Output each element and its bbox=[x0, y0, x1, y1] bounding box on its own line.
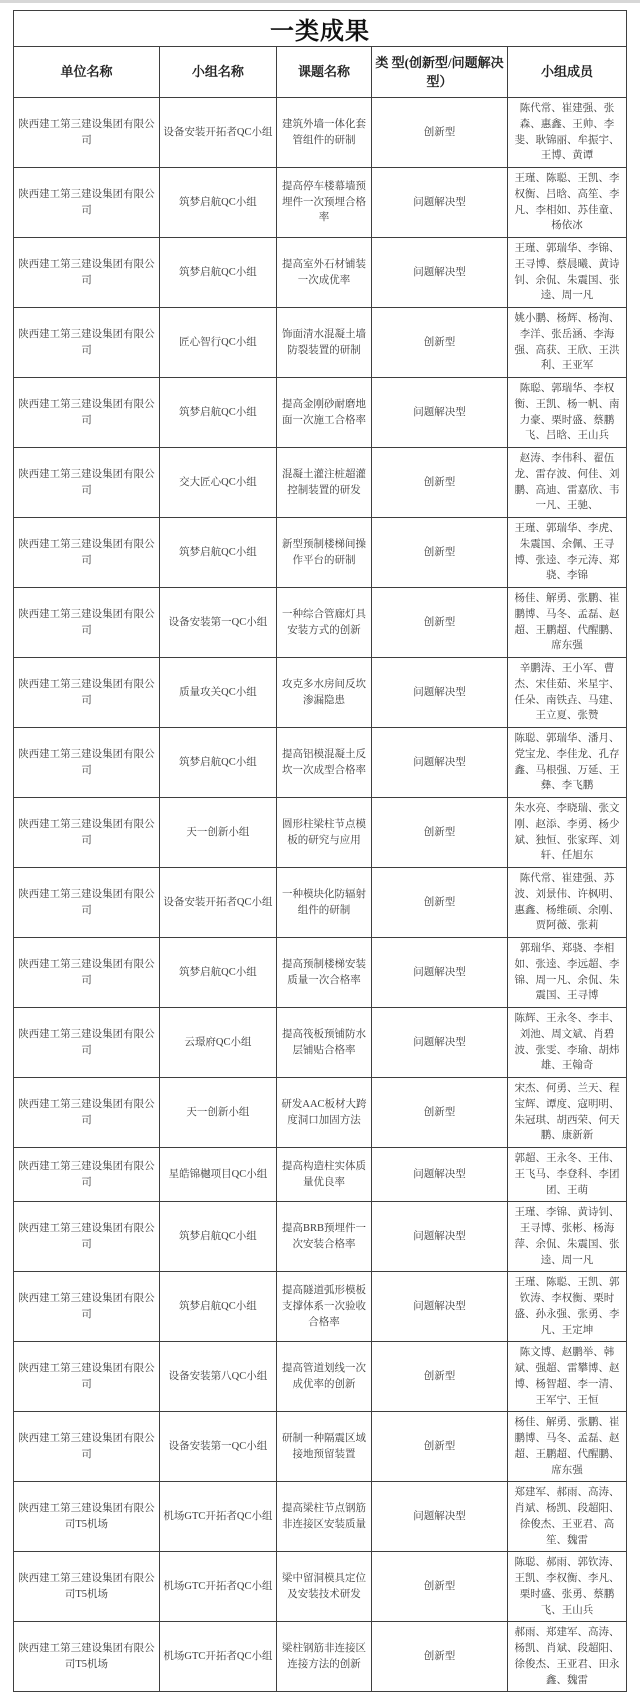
table-row bbox=[14, 1202, 627, 1272]
col-header-type: 类 型(创新型/问题解决型） bbox=[371, 47, 507, 98]
table-row bbox=[14, 378, 627, 448]
cell-group-members: 陈聪、郭瑞华、李权衡、王凯、杨一帆、南力豪、栗时盛、蔡鹏飞、吕晗、王山兵 bbox=[508, 378, 627, 448]
cell-group-name: 匠心智行QC小组 bbox=[159, 308, 276, 378]
table-row bbox=[14, 308, 627, 378]
cell-group-members: 陈文博、赵鹏举、韩斌、强超、雷攀博、赵博、杨智超、李一清、王军宁、王恒 bbox=[508, 1342, 627, 1412]
cell-type: 问题解决型 bbox=[371, 168, 507, 238]
cell-type: 问题解决型 bbox=[371, 728, 507, 798]
cell-type: 创新型 bbox=[371, 588, 507, 658]
cell-unit-name: 陕西建工第三建设集团有限公司 bbox=[14, 1148, 160, 1202]
page-title: 一类成果 bbox=[14, 11, 627, 47]
cell-unit-name: 陕西建工第三建设集团有限公司 bbox=[14, 518, 160, 588]
cell-group-members: 杨佳、解勇、张鹏、崔鹏博、马冬、孟磊、赵超、王鹏超、代醒鹏、席东强 bbox=[508, 1412, 627, 1482]
cell-topic-name: 混凝土灌注桩超灌控制装置的研发 bbox=[276, 448, 371, 518]
cell-group-members: 杨佳、解勇、张鹏、崔鹏博、马冬、孟磊、赵超、王鹏超、代醒鹏、席东强 bbox=[508, 588, 627, 658]
cell-type: 创新型 bbox=[371, 1342, 507, 1412]
cell-topic-name: 提高构造柱实体质量优良率 bbox=[276, 1148, 371, 1202]
cell-type: 问题解决型 bbox=[371, 938, 507, 1008]
cell-group-members: 陈代常、崔建强、苏波、刘景伟、许枫明、惠鑫、杨维硕、余刚、贾阿薇、张莉 bbox=[508, 868, 627, 938]
cell-topic-name: 梁柱钢筋非连接区连接方法的创新 bbox=[276, 1622, 371, 1692]
cell-topic-name: 提高BRB预埋件一次安装合格率 bbox=[276, 1202, 371, 1272]
table-row bbox=[14, 1148, 627, 1202]
table-row bbox=[14, 868, 627, 938]
table-body bbox=[14, 98, 627, 1692]
cell-group-name: 设备安装第八QC小组 bbox=[159, 1342, 276, 1412]
cell-unit-name: 陕西建工第三建设集团有限公司 bbox=[14, 378, 160, 448]
col-header-group: 小组名称 bbox=[159, 47, 276, 98]
cell-group-name: 设备安装开拓者QC小组 bbox=[159, 98, 276, 168]
cell-type: 创新型 bbox=[371, 1552, 507, 1622]
cell-group-name: 天一创新小组 bbox=[159, 798, 276, 868]
cell-topic-name: 提高预制楼梯安装质量一次合格率 bbox=[276, 938, 371, 1008]
cell-unit-name: 陕西建工第三建设集团有限公司 bbox=[14, 868, 160, 938]
cell-group-name: 机场GTC开拓者QC小组 bbox=[159, 1622, 276, 1692]
cell-unit-name: 陕西建工第三建设集团有限公司 bbox=[14, 798, 160, 868]
table-row bbox=[14, 168, 627, 238]
cell-type: 创新型 bbox=[371, 868, 507, 938]
cell-group-name: 机场GTC开拓者QC小组 bbox=[159, 1482, 276, 1552]
table-row bbox=[14, 1552, 627, 1622]
cell-unit-name: 陕西建工第三建设集团有限公司 bbox=[14, 938, 160, 1008]
cell-topic-name: 提高室外石材铺装一次成优率 bbox=[276, 238, 371, 308]
cell-group-name: 天一创新小组 bbox=[159, 1078, 276, 1148]
cell-group-members: 朱水亮、李晓瑞、张文刚、赵添、李勇、杨少斌、独恒、张家珲、刘轩、任旭东 bbox=[508, 798, 627, 868]
cell-topic-name: 提高停车楼幕墙预埋件一次预埋合格率 bbox=[276, 168, 371, 238]
cell-unit-name: 陕西建工第三建设集团有限公司 bbox=[14, 1202, 160, 1272]
cell-type: 问题解决型 bbox=[371, 238, 507, 308]
table-row bbox=[14, 1482, 627, 1552]
cell-unit-name: 陕西建工第三建设集团有限公司 bbox=[14, 308, 160, 378]
table-row bbox=[14, 658, 627, 728]
cell-unit-name: 陕西建工第三建设集团有限公司 bbox=[14, 1272, 160, 1342]
cell-unit-name: 陕西建工第三建设集团有限公司 bbox=[14, 168, 160, 238]
table-row bbox=[14, 1272, 627, 1342]
cell-group-name: 设备安装第一QC小组 bbox=[159, 1412, 276, 1482]
cell-type: 创新型 bbox=[371, 98, 507, 168]
col-header-topic: 课题名称 bbox=[276, 47, 371, 98]
cell-type: 问题解决型 bbox=[371, 1202, 507, 1272]
cell-topic-name: 提高梁柱节点钢筋非连接区安装质量 bbox=[276, 1482, 371, 1552]
cell-type: 问题解决型 bbox=[371, 378, 507, 448]
cell-group-name: 筑梦启航QC小组 bbox=[159, 728, 276, 798]
results-table bbox=[13, 10, 627, 1692]
table-row bbox=[14, 1412, 627, 1482]
cell-group-name: 机场GTC开拓者QC小组 bbox=[159, 1552, 276, 1622]
cell-group-members: 陈代常、崔建强、张森、惠鑫、王帅、李斐、耿锦丽、牟振宇、王博、黄谭 bbox=[508, 98, 627, 168]
table-row bbox=[14, 98, 627, 168]
cell-group-name: 星皓锦樾项目QC小组 bbox=[159, 1148, 276, 1202]
col-header-members: 小组成员 bbox=[508, 47, 627, 98]
title-row bbox=[14, 11, 627, 47]
cell-group-name: 交大匠心QC小组 bbox=[159, 448, 276, 518]
table-row bbox=[14, 448, 627, 518]
cell-group-members: 姚小鹏、杨辉、杨洵、李洋、张岳涵、李海强、高获、王欣、王洪利、王亚军 bbox=[508, 308, 627, 378]
cell-unit-name: 陕西建工第三建设集团有限公司 bbox=[14, 658, 160, 728]
table-row bbox=[14, 1622, 627, 1692]
cell-unit-name: 陕西建工第三建设集团有限公司 bbox=[14, 238, 160, 308]
cell-group-name: 筑梦启航QC小组 bbox=[159, 238, 276, 308]
cell-unit-name: 陕西建工第三建设集团有限公司T5机场 bbox=[14, 1552, 160, 1622]
cell-group-name: 质量攻关QC小组 bbox=[159, 658, 276, 728]
cell-type: 问题解决型 bbox=[371, 1272, 507, 1342]
cell-topic-name: 研发AAC板材大跨度洞口加固方法 bbox=[276, 1078, 371, 1148]
cell-group-members: 王瑾、李锦、黄诗钊、王寻博、张彬、杨海萍、余侃、朱震国、张逵、周一凡 bbox=[508, 1202, 627, 1272]
table-row bbox=[14, 238, 627, 308]
cell-unit-name: 陕西建工第三建设集团有限公司T5机场 bbox=[14, 1482, 160, 1552]
cell-type: 创新型 bbox=[371, 448, 507, 518]
cell-group-name: 云璟府QC小组 bbox=[159, 1008, 276, 1078]
table-row bbox=[14, 1078, 627, 1148]
cell-group-members: 郑建军、郝雨、高涛、肖斌、杨凯、段超阳、徐俊杰、王亚君、高笙、魏雷 bbox=[508, 1482, 627, 1552]
cell-group-name: 筑梦启航QC小组 bbox=[159, 378, 276, 448]
cell-group-members: 陈聪、郝雨、郭钦涛、王凯、李权衡、李凡、栗时盛、张勇、蔡鹏飞、王山兵 bbox=[508, 1552, 627, 1622]
cell-group-members: 郭超、王永冬、王伟、王飞马、李登科、李团团、王萌 bbox=[508, 1148, 627, 1202]
cell-group-members: 王瑾、陈聪、王凯、李权衡、吕晗、高笙、李凡、李相如、苏佳童、杨依冰 bbox=[508, 168, 627, 238]
cell-topic-name: 攻克多水房间反坎渗漏隐患 bbox=[276, 658, 371, 728]
cell-group-name: 设备安装开拓者QC小组 bbox=[159, 868, 276, 938]
table-row bbox=[14, 798, 627, 868]
cell-group-name: 设备安装第一QC小组 bbox=[159, 588, 276, 658]
cell-topic-name: 提高筏板预铺防水层铺贴合格率 bbox=[276, 1008, 371, 1078]
cell-type: 问题解决型 bbox=[371, 1482, 507, 1552]
cell-unit-name: 陕西建工第三建设集团有限公司 bbox=[14, 1078, 160, 1148]
cell-unit-name: 陕西建工第三建设集团有限公司T5机场 bbox=[14, 1622, 160, 1692]
cell-unit-name: 陕西建工第三建设集团有限公司 bbox=[14, 98, 160, 168]
cell-topic-name: 新型预制楼梯间操作平台的研制 bbox=[276, 518, 371, 588]
cell-type: 创新型 bbox=[371, 798, 507, 868]
cell-group-members: 陈聪、郭瑞华、潘月、党宝龙、李佳龙、孔存鑫、马根强、万延、王彝、李飞鹏 bbox=[508, 728, 627, 798]
cell-topic-name: 提高隧道弧形模板支撑体系一次验收合格率 bbox=[276, 1272, 371, 1342]
cell-group-name: 筑梦启航QC小组 bbox=[159, 938, 276, 1008]
cell-topic-name: 梁中留洞模具定位及安装技术研发 bbox=[276, 1552, 371, 1622]
cell-topic-name: 建筑外墙一体化套管组件的研制 bbox=[276, 98, 371, 168]
cell-type: 创新型 bbox=[371, 1412, 507, 1482]
table-row bbox=[14, 1342, 627, 1412]
cell-type: 问题解决型 bbox=[371, 658, 507, 728]
cell-group-members: 陈辉、王永冬、李丰、刘池、周文斌、肖碧波、张雯、李瑜、胡炜雄、王翰奇 bbox=[508, 1008, 627, 1078]
results-page bbox=[0, 3, 640, 1700]
table-row bbox=[14, 938, 627, 1008]
cell-topic-name: 研制一种隔震区域接地预留装置 bbox=[276, 1412, 371, 1482]
cell-group-members: 赵涛、李伟科、翟伍龙、雷存波、何佳、刘鹏、高迪、雷嘉欣、韦一凡、王驰、 bbox=[508, 448, 627, 518]
cell-unit-name: 陕西建工第三建设集团有限公司 bbox=[14, 728, 160, 798]
cell-unit-name: 陕西建工第三建设集团有限公司 bbox=[14, 1008, 160, 1078]
cell-type: 创新型 bbox=[371, 1622, 507, 1692]
cell-unit-name: 陕西建工第三建设集团有限公司 bbox=[14, 588, 160, 658]
cell-group-name: 筑梦启航QC小组 bbox=[159, 1272, 276, 1342]
cell-group-members: 郝雨、郑建军、高涛、杨凯、肖斌、段超阳、徐俊杰、王亚君、田永鑫、魏雷 bbox=[508, 1622, 627, 1692]
cell-group-members: 辛鹏涛、王小军、曹杰、宋佳茹、米星宇、任朵、南铁垚、马建、王立夏、张赞 bbox=[508, 658, 627, 728]
table-header-row bbox=[14, 47, 627, 98]
col-header-unit: 单位名称 bbox=[14, 47, 160, 98]
cell-unit-name: 陕西建工第三建设集团有限公司 bbox=[14, 1412, 160, 1482]
cell-topic-name: 提高金刚砂耐磨地面一次施工合格率 bbox=[276, 378, 371, 448]
cell-type: 问题解决型 bbox=[371, 1008, 507, 1078]
cell-group-name: 筑梦启航QC小组 bbox=[159, 1202, 276, 1272]
cell-unit-name: 陕西建工第三建设集团有限公司 bbox=[14, 1342, 160, 1412]
cell-topic-name: 饰面清水混凝土墙防裂装置的研制 bbox=[276, 308, 371, 378]
cell-group-members: 郭瑞华、郑骁、李相如、张逵、李远超、李锦、周一凡、余侃、朱震国、王寻博 bbox=[508, 938, 627, 1008]
cell-group-name: 筑梦启航QC小组 bbox=[159, 168, 276, 238]
cell-type: 问题解决型 bbox=[371, 1148, 507, 1202]
cell-group-members: 宋杰、何勇、兰天、程宝辉、谭度、寇明明、朱冠琪、胡西荣、何天鹏、康新新 bbox=[508, 1078, 627, 1148]
cell-topic-name: 一种模块化防辐射组件的研制 bbox=[276, 868, 371, 938]
cell-topic-name: 提高管道划线一次成优率的创新 bbox=[276, 1342, 371, 1412]
cell-group-members: 王瑾、郭瑞华、李锦、王寻博、蔡晨曦、黄诗钊、余侃、朱震国、张逵、周一凡 bbox=[508, 238, 627, 308]
cell-group-members: 王瑾、郭瑞华、李虎、朱震国、余佩、王寻博、张逵、李元涛、郑骁、李锦 bbox=[508, 518, 627, 588]
table-row bbox=[14, 728, 627, 798]
cell-type: 创新型 bbox=[371, 1078, 507, 1148]
cell-group-members: 王瑾、陈聪、王凯、郭钦涛、李权衡、栗时盛、孙永强、张勇、李凡、王定坤 bbox=[508, 1272, 627, 1342]
cell-type: 创新型 bbox=[371, 308, 507, 378]
cell-topic-name: 一种综合管廊灯具安装方式的创新 bbox=[276, 588, 371, 658]
cell-topic-name: 提高铝模混凝土反坎一次成型合格率 bbox=[276, 728, 371, 798]
table-row bbox=[14, 1008, 627, 1078]
cell-group-name: 筑梦启航QC小组 bbox=[159, 518, 276, 588]
cell-type: 创新型 bbox=[371, 518, 507, 588]
cell-topic-name: 圆形柱梁柱节点模板的研究与应用 bbox=[276, 798, 371, 868]
table-row bbox=[14, 518, 627, 588]
table-row bbox=[14, 588, 627, 658]
cell-unit-name: 陕西建工第三建设集团有限公司 bbox=[14, 448, 160, 518]
